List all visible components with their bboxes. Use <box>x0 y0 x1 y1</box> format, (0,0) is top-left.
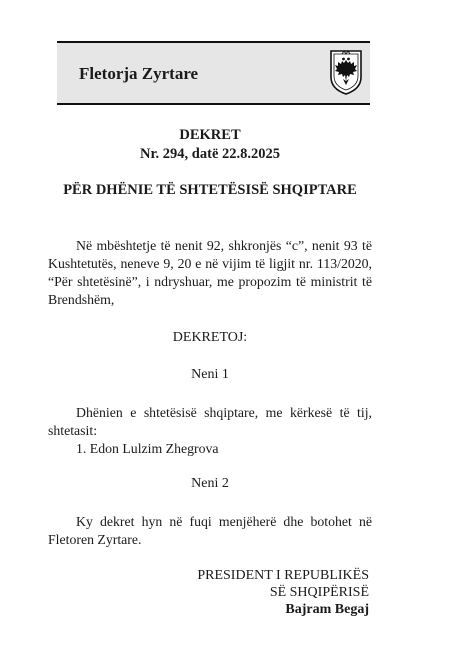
list-item: 1. Edon Lulzim Zhegrova <box>76 441 219 456</box>
article-2-heading: Neni 2 <box>191 476 229 491</box>
decree-word: DEKRETOJ: <box>172 330 248 345</box>
signature-title-line-1: PRESIDENT I REPUBLIKËS <box>197 568 369 583</box>
preamble-paragraph: Në mbështetje të nenit 92, shkronjës “c”, nenit 93 të Kushtetutës, neneve 9, 20 e në vijim të ligjit nr. 113/2020, “Për shtetësinë”, i ndryshuar, me propozim të ministrit të Brendshëm, <box>48 238 372 307</box>
decree-title: PËR DHËNIE TË SHTETËSISË SHQIPTARE <box>63 182 357 198</box>
signature-title-line-2: SË SHQIPËRISË <box>269 585 369 600</box>
gazette-header <box>57 41 370 105</box>
decree-number: Nr. 294, datë 22.8.2025 <box>139 146 281 162</box>
article-1-heading: Neni 1 <box>191 367 229 382</box>
signature-name: Bajram Begaj <box>285 602 369 617</box>
decree-heading: DEKRET <box>179 127 241 143</box>
gazette-title: Fletorja Zyrtare <box>79 64 199 83</box>
article-2-text: Ky dekret hyn në fuqi menjëherë dhe botohet në Fletoren Zyrtare. <box>48 514 372 547</box>
albanian-eagle-emblem-icon <box>329 49 363 95</box>
article-1-text: Dhënien e shtetësisë shqiptare, me kërkesë të tij, shtetasit: <box>48 405 372 438</box>
